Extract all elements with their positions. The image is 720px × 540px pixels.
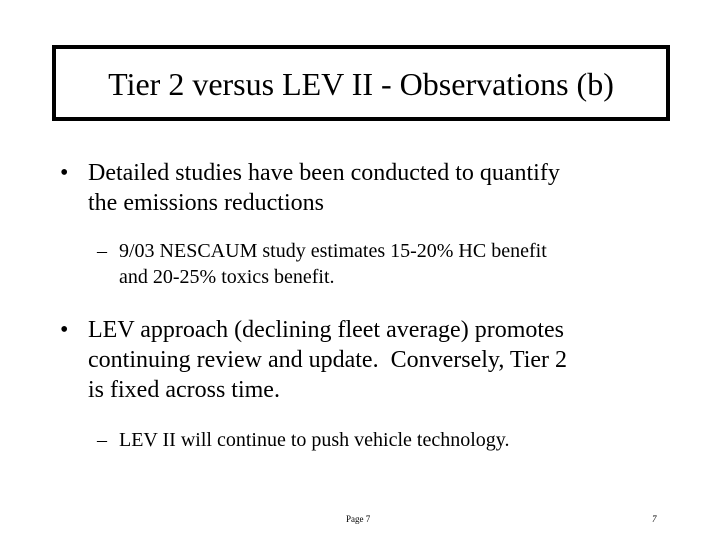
sub-bullet-marker: –	[97, 240, 107, 262]
sub-bullet-line: LEV II will continue to push vehicle technology.	[119, 429, 510, 451]
bullet-text	[88, 315, 668, 405]
bullet-text	[88, 158, 668, 218]
bullet-line: LEV approach (declining fleet average) promotes	[88, 317, 565, 343]
sub-bullet-line: 9/03 NESCAUM study estimates 15-20% HC benefit	[119, 240, 547, 262]
bullet-line: the emissions reductions	[88, 190, 324, 216]
bullet-line: Detailed studies have been conducted to quantify	[88, 160, 560, 186]
bullet-marker: •	[60, 317, 69, 343]
sub-bullet-marker: –	[97, 429, 107, 451]
bullet-line: continuing review and update. Conversely, Tier 2	[88, 347, 568, 373]
slide-title: Tier 2 versus LEV II - Observations (b)	[108, 66, 614, 102]
sub-bullet-text	[119, 238, 639, 290]
footer-page-number: 7	[652, 514, 657, 524]
bullet-line: is fixed across time.	[88, 377, 280, 403]
sub-bullet-text	[119, 427, 639, 453]
sub-bullet-line: and 20-25% toxics benefit.	[119, 266, 335, 288]
title-box	[52, 45, 670, 121]
bullet-marker: •	[60, 160, 69, 186]
footer-page-label: Page 7	[346, 514, 371, 524]
